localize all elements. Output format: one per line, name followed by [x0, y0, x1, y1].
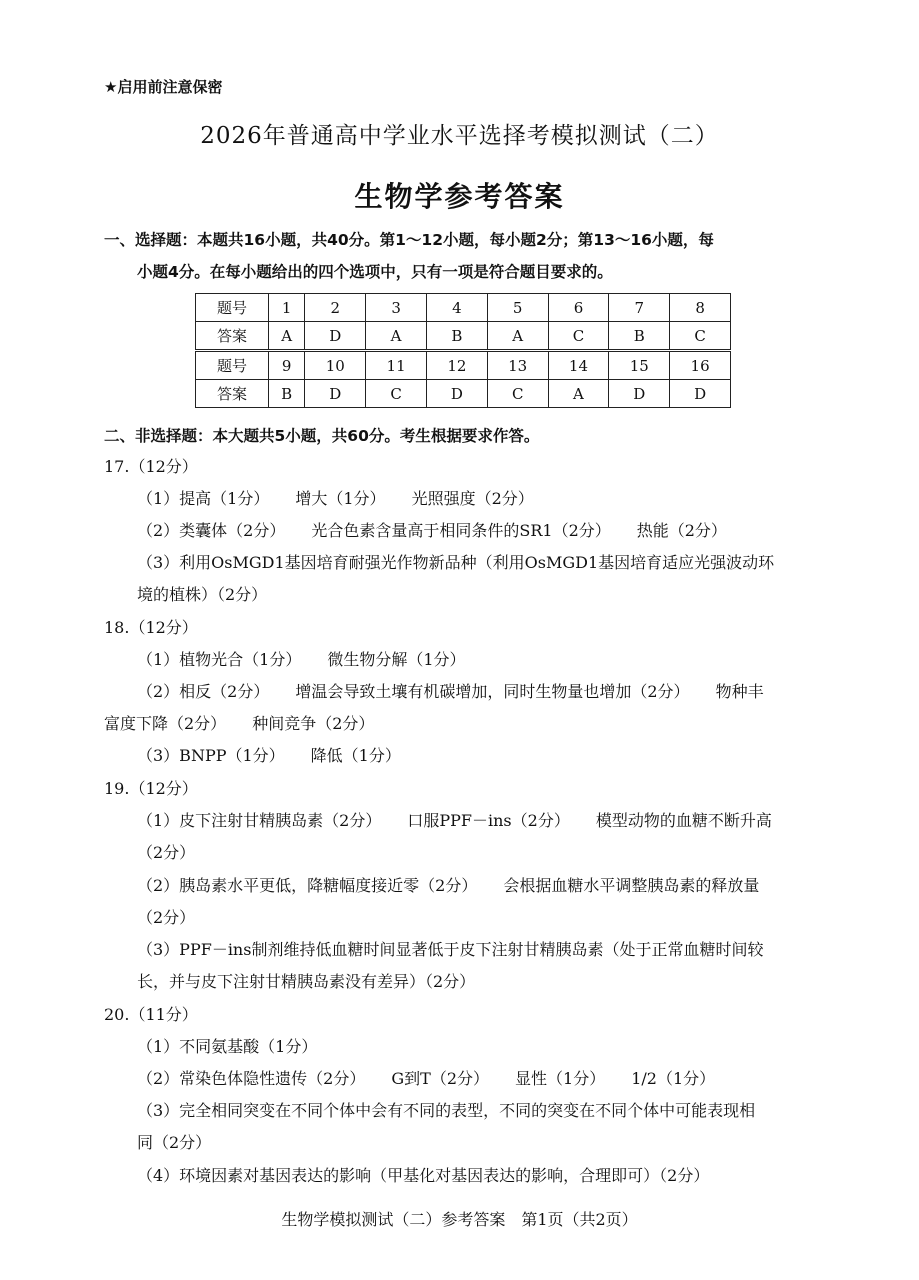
answer-cell: D — [609, 380, 670, 408]
table-row — [196, 351, 731, 380]
answer-part: 光合色素含量高于相同条件的SR1（2分） — [311, 521, 611, 540]
answer-cell: B — [609, 322, 670, 351]
question-number: 15 — [609, 351, 670, 380]
q19-answer-2-line1 — [137, 870, 827, 902]
question-number: 6 — [548, 294, 609, 322]
answer-cell: C — [548, 322, 609, 351]
section-one-line2: 小题4分。在每小题给出的四个选项中，只有一项是符合题目要求的。 — [137, 263, 613, 281]
answer-part: 光照强度（2分） — [411, 489, 534, 508]
answer-cell: A — [269, 322, 305, 351]
q19-answer-1-line1 — [137, 805, 827, 837]
question-number: 9 — [269, 351, 305, 380]
answer-cell: B — [426, 322, 487, 351]
q18-answer-3 — [137, 740, 827, 772]
answer-cell: D — [670, 380, 731, 408]
row-label: 答案 — [196, 322, 269, 351]
answer-part: 增温会导致土壤有机碳增加，同时生物量也增加（2分） — [295, 682, 690, 701]
question-number: 14 — [548, 351, 609, 380]
answer-cell: A — [487, 322, 548, 351]
question-number: 12 — [426, 351, 487, 380]
q20-answer-2 — [137, 1063, 827, 1095]
question-number: 11 — [366, 351, 427, 380]
question-18-number: 18.（12分） — [104, 618, 198, 637]
question-number: 16 — [670, 351, 731, 380]
q19-answer-1-line2: （2分） — [137, 843, 196, 862]
answer-table — [195, 293, 731, 408]
answer-cell: C — [670, 322, 731, 351]
exam-title: 2026年普通高中学业水平选择考模拟测试（二） — [200, 123, 719, 149]
answer-part: 模型动物的血糖不断升高 — [595, 811, 772, 830]
table-row — [196, 294, 731, 322]
q20-answer-1: （1）不同氨基酸（1分） — [137, 1037, 318, 1056]
question-number: 2 — [305, 294, 366, 322]
answer-part: （1）植物光合（1分） — [137, 650, 302, 669]
answer-part: 微生物分解（1分） — [327, 650, 466, 669]
q20-answer-3-line2: 同（2分） — [137, 1133, 212, 1152]
answer-part: 降低（1分） — [310, 746, 401, 765]
page-footer: 生物学模拟测试（二）参考答案 第1页（共2页） — [281, 1210, 638, 1229]
question-number: 10 — [305, 351, 366, 380]
answer-cell: A — [548, 380, 609, 408]
question-number: 3 — [366, 294, 427, 322]
q18-answer-2-line1 — [137, 676, 827, 708]
answer-cell: A — [366, 322, 427, 351]
section-two-heading: 二、非选择题：本大题共5小题，共60分。考生根据要求作答。 — [104, 427, 540, 445]
section-one-line1: 一、选择题：本题共16小题，共40分。第1～12小题，每小题2分；第13～16小题，每 — [104, 231, 714, 249]
question-20-number: 20.（11分） — [104, 1005, 198, 1024]
question-number: 4 — [426, 294, 487, 322]
question-number: 5 — [487, 294, 548, 322]
answer-cell: B — [269, 380, 305, 408]
answer-part: （2）胰岛素水平更低，降糖幅度接近零（2分） — [137, 876, 478, 895]
answer-cell: C — [366, 380, 427, 408]
table-row — [196, 380, 731, 408]
row-label: 答案 — [196, 380, 269, 408]
question-number: 7 — [609, 294, 670, 322]
question-number: 13 — [487, 351, 548, 380]
answer-part: 增大（1分） — [295, 489, 386, 508]
answer-part: （1）提高（1分） — [137, 489, 270, 508]
q19-answer-3-line1: （3）PPF－ins制剂维持低血糖时间显著低于皮下注射甘精胰岛素（处于正常血糖时间较 — [137, 940, 764, 959]
row-label: 题号 — [196, 294, 269, 322]
answer-cell: C — [487, 380, 548, 408]
answer-part: （2）常染色体隐性遗传（2分） — [137, 1069, 366, 1088]
question-number: 8 — [670, 294, 731, 322]
answer-part: （2）类囊体（2分） — [137, 521, 286, 540]
q18-answer-2-line2 — [104, 708, 794, 740]
row-label: 题号 — [196, 351, 269, 380]
q17-answer-3-line1: （3）利用OsMGD1基因培育耐强光作物新品种（利用OsMGD1基因培育适应光强波动环 — [137, 553, 775, 572]
confidential-notice: ★启用前注意保密 — [104, 78, 223, 96]
answer-part: （3）BNPP（1分） — [137, 746, 285, 765]
answer-part: （2）相反（2分） — [137, 682, 270, 701]
answer-part: 富度下降（2分） — [104, 714, 227, 733]
q19-answer-2-line2: （2分） — [137, 908, 196, 927]
answer-part: 物种丰 — [715, 682, 764, 701]
answer-cell: D — [426, 380, 487, 408]
answer-cell: D — [305, 380, 366, 408]
section-one-heading — [104, 224, 824, 288]
q17-answer-3-line2: 境的植株）（2分） — [137, 585, 268, 604]
question-17-number: 17.（12分） — [104, 457, 198, 476]
q17-answer-2 — [137, 515, 827, 547]
answer-part: （1）皮下注射甘精胰岛素（2分） — [137, 811, 382, 830]
answer-part: 种间竞争（2分） — [252, 714, 375, 733]
question-number: 1 — [269, 294, 305, 322]
answer-part: 热能（2分） — [636, 521, 727, 540]
answer-part: 会根据血糖水平调整胰岛素的释放量 — [503, 876, 760, 895]
q20-answer-4: （4）环境因素对基因表达的影响（甲基化对基因表达的影响，合理即可）（2分） — [137, 1166, 710, 1185]
table-row — [196, 322, 731, 351]
answer-cell: D — [305, 322, 366, 351]
answer-part: G到T（2分） — [391, 1069, 490, 1088]
document-subtitle: 生物学参考答案 — [354, 180, 565, 213]
q20-answer-3-line1: （3）完全相同突变在不同个体中会有不同的表型，不同的突变在不同个体中可能表现相 — [137, 1101, 756, 1120]
q17-answer-1 — [137, 483, 827, 515]
answer-part: 口服PPF－ins（2分） — [407, 811, 570, 830]
answer-part: 显性（1分） — [515, 1069, 606, 1088]
question-19-number: 19.（12分） — [104, 779, 198, 798]
answer-part: 1/2（1分） — [631, 1069, 716, 1088]
q19-answer-3-line2: 长，并与皮下注射甘精胰岛素没有差异）（2分） — [137, 972, 476, 991]
q18-answer-1 — [137, 644, 827, 676]
